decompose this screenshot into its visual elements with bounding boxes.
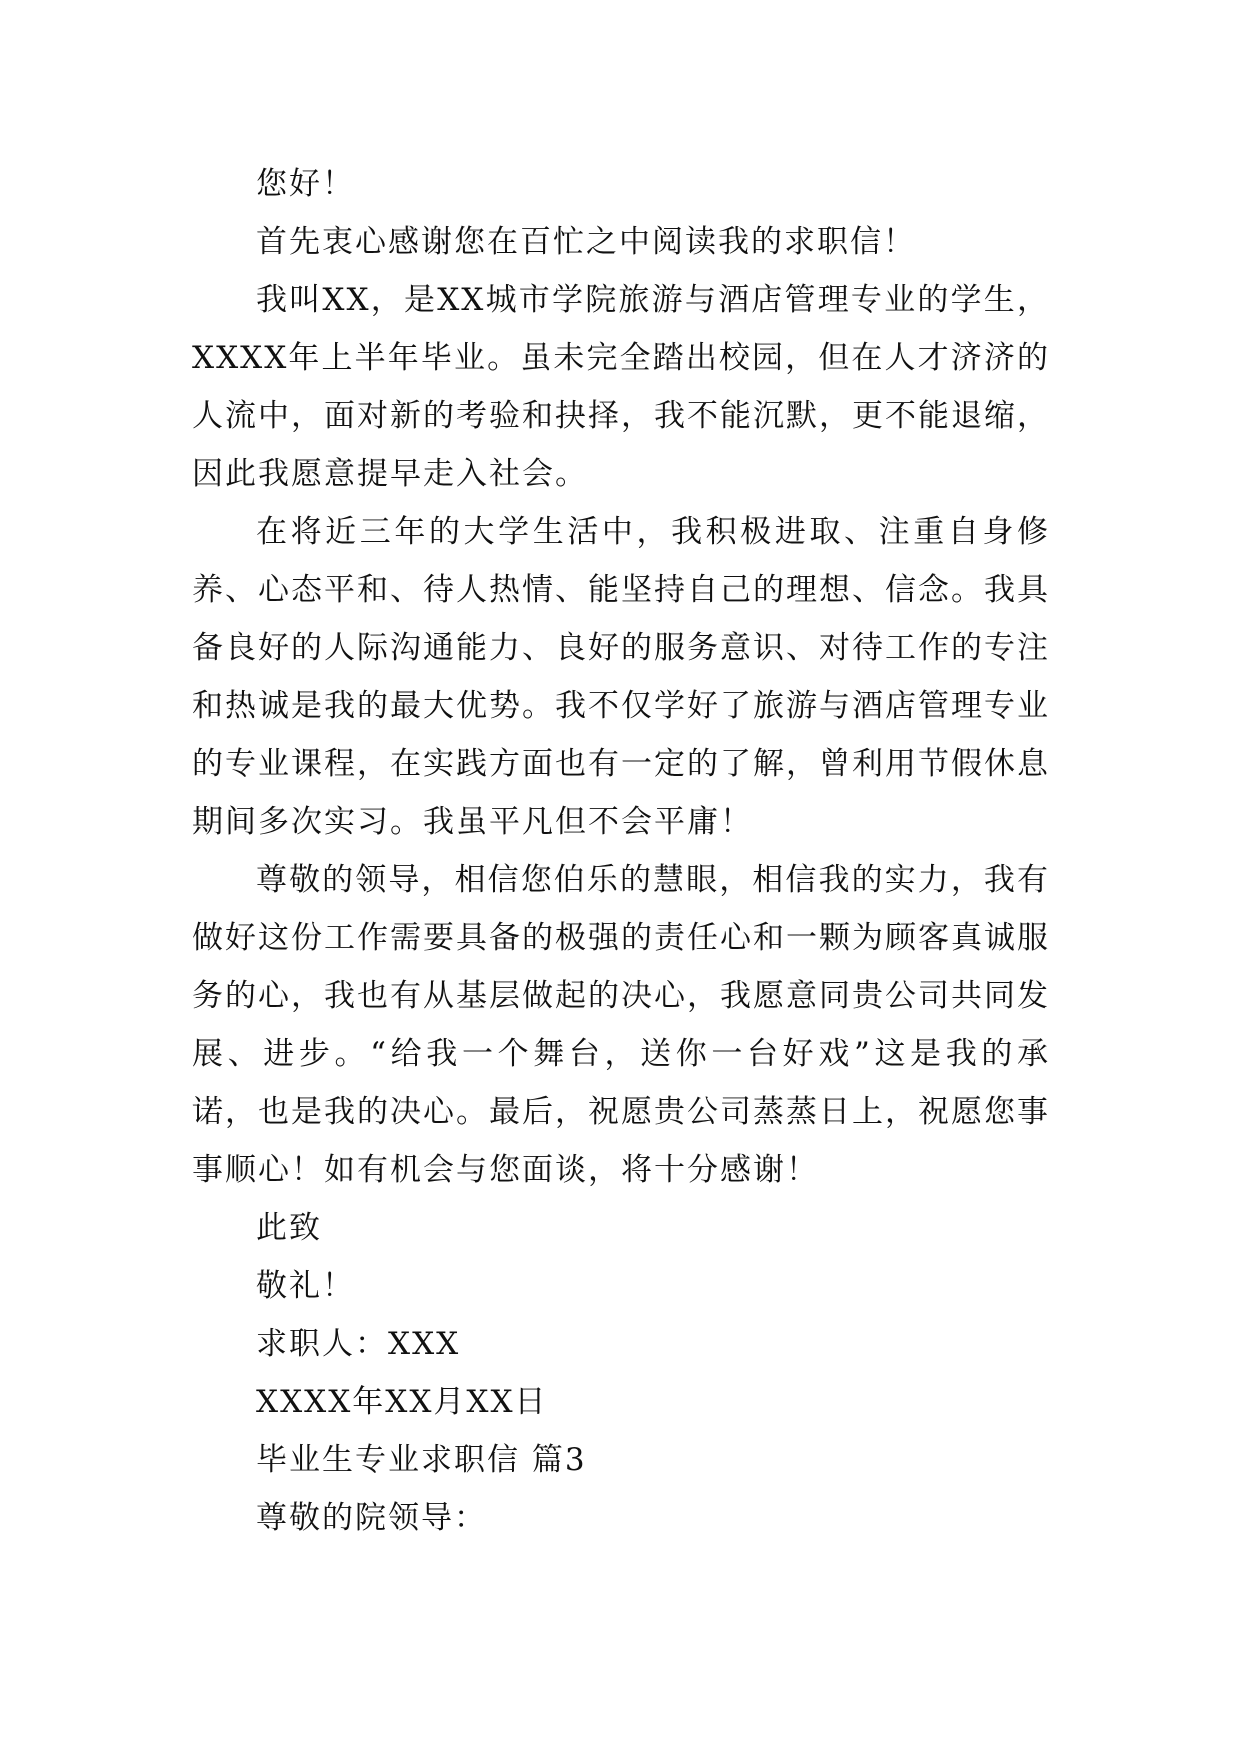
paragraph-strengths: 在将近三年的大学生活中，我积极进取、注重自身修养、心态平和、待人热情、能坚持自己的理想、信念。我具备良好的人际沟通能力、良好的服务意识、对待工作的专注和热诚是我的最大优势。我不仅学好了旅游与酒店管理专业的专业课程，在实践方面也有一定的了解，曾利用节假休息期间多次实习。我虽平凡但不会平庸！ xyxy=(192,514,1050,840)
paragraph-intro: 我叫XX，是XX城市学院旅游与酒店管理专业的学生，XXXX年上半年毕业。虽未完全踏出校园，但在人才济济的人流中，面对新的考验和抉择，我不能沉默，更不能退缩，因此我愿意提早走入社会。 xyxy=(192,282,1050,492)
paragraph-commitment: 尊敬的领导，相信您伯乐的慧眼，相信我的实力，我有做好这份工作需要具备的极强的责任心和一颗为顾客真诚服务的心，我也有从基层做起的决心，我愿意同贵公司共同发展、进步。“给我一个舞台，送你一台好戏”这是我的承诺，也是我的决心。最后，祝愿贵公司蒸蒸日上，祝愿您事事顺心！如有机会与您面谈，将十分感谢！ xyxy=(192,862,1050,1188)
letter-body xyxy=(192,155,1050,1547)
closing-line-1: 此致 xyxy=(256,1210,322,1246)
greeting-line: 您好！ xyxy=(256,166,355,202)
closing-line-2: 敬礼！ xyxy=(256,1268,355,1304)
next-letter-salutation: 尊敬的院领导： xyxy=(256,1500,487,1536)
date-line: XXXX年XX月XX日 xyxy=(256,1384,548,1420)
next-letter-title: 毕业生专业求职信 篇3 xyxy=(256,1442,587,1478)
signature-line: 求职人：XXX xyxy=(256,1326,461,1362)
thanks-line: 首先衷心感谢您在百忙之中阅读我的求职信！ xyxy=(256,224,916,260)
